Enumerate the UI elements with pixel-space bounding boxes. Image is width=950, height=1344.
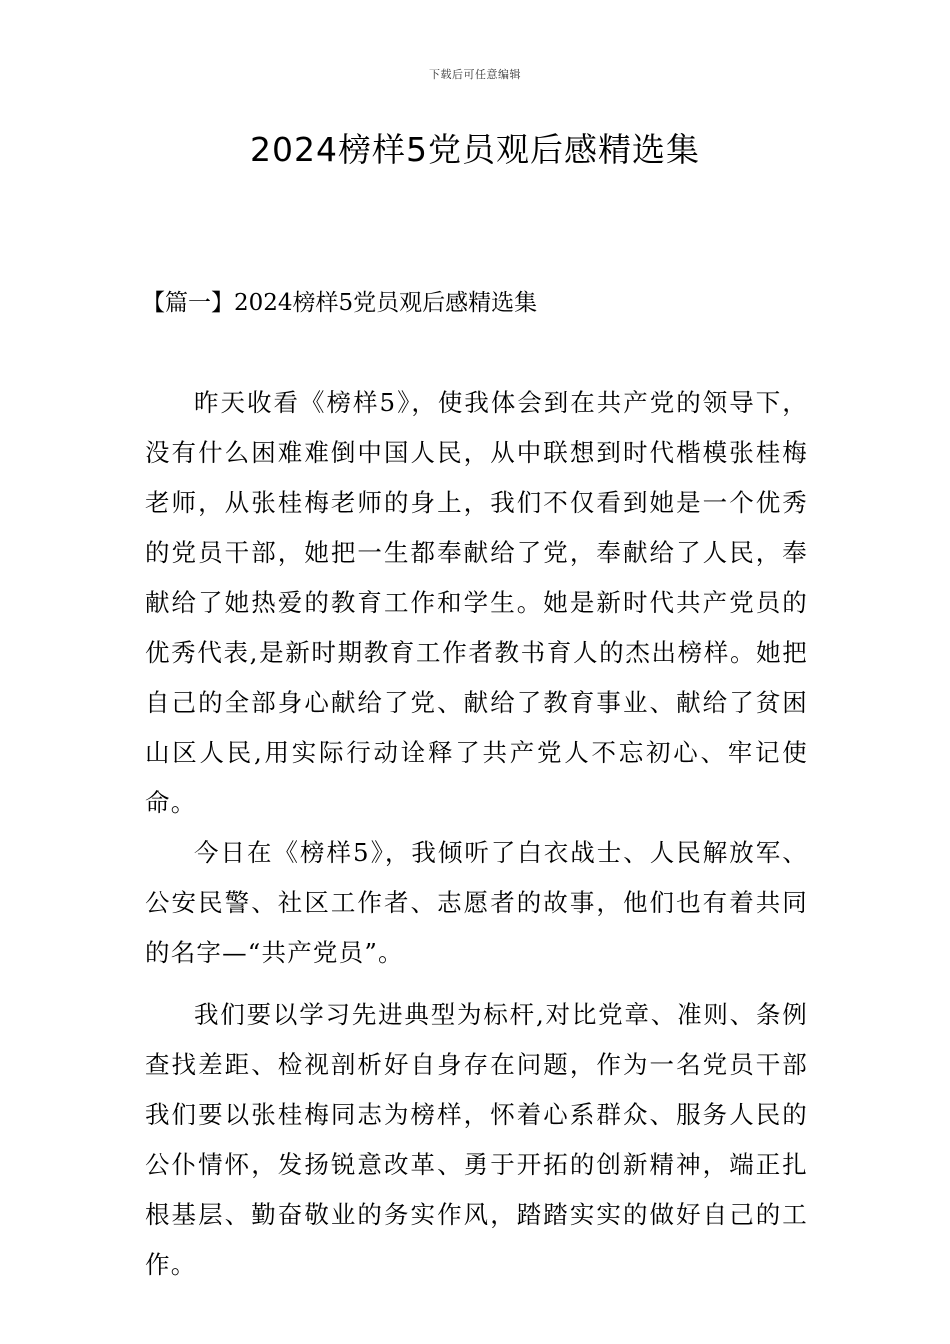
document-title: 2024榜样5党员观后感精选集	[250, 130, 700, 169]
paragraph-3: 我们要以学习先进典型为标杆,对比党章、准则、条例查找差距、检视剖析好自身存在问题，作为一名党员干部我们要以张桂梅同志为榜样，怀着心系群众、服务人民的公仆情怀，发扬锐意改革、勇于开拓的创新精神，端正扎根基层、勤奋敬业的务实作风，踏踏实实的做好自己的工作。	[145, 1000, 808, 1279]
page-header-note: 下载后可任意编辑	[429, 68, 521, 81]
document-body	[145, 378, 808, 1290]
paragraph-1: 昨天收看《榜样5》，使我体会到在共产党的领导下，没有什么困难难倒中国人民，从中联想到时代楷模张桂梅老师，从张桂梅老师的身上，我们不仅看到她是一个优秀的党员干部，她把一生都奉献给了党，奉献给了人民，奉献给了她热爱的教育工作和学生。她是新时代共产党员的优秀代表,是新时期教育工作者教书育人的杰出榜样。她把自己的全部身心献给了党、献给了教育事业、献给了贫困山区人民,用实际行动诠释了共产党人不忘初心、牢记使命。	[145, 388, 808, 817]
paragraph-2: 今日在《榜样5》，我倾听了白衣战士、人民解放军、公安民警、社区工作者、志愿者的故事，他们也有着共同的名字—“共产党员”。	[145, 838, 808, 967]
section-heading: 【篇一】2024榜样5党员观后感精选集	[142, 290, 538, 316]
